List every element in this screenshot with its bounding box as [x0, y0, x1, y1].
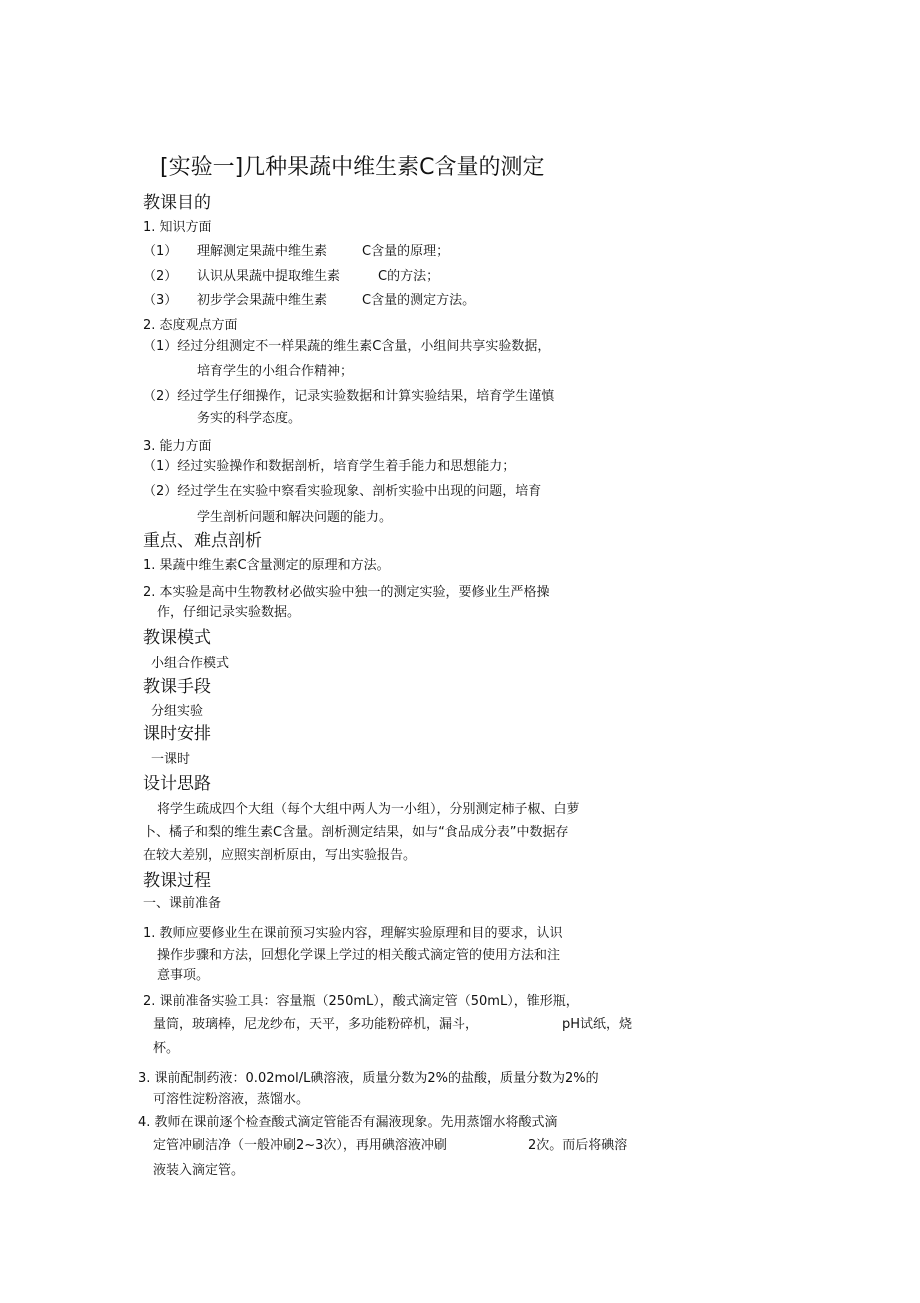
paragraph-line: 1. 果蔬中维生素C含量测定的原理和方法。: [143, 558, 390, 573]
paragraph-line: 液装入滴定管。: [153, 1163, 245, 1178]
paragraph-line: 学生剖析问题和解决问题的能力。: [197, 510, 393, 525]
paragraph-line: 2. 本实验是高中生物教材必做实验中独一的测定实验，要修业生严格操: [143, 585, 550, 600]
page-title: [实验一]几种果蔬中维生素C含量的测定: [160, 155, 545, 180]
subheading-ability: 3. 能力方面: [143, 439, 212, 454]
subheading-preparation: 一、课前准备: [143, 896, 222, 911]
paragraph-line: 小组合作模式: [151, 656, 230, 671]
heading-teaching-mode: 教课模式: [143, 628, 211, 648]
paragraph-line: 2. 课前准备实验工具：容量瓶（250mL），酸式滴定管（50mL），锥形瓶，: [143, 994, 579, 1009]
paragraph-line: 分组实验: [151, 704, 204, 719]
subheading-attitude: 2. 态度观点方面: [143, 318, 238, 333]
subheading-knowledge: 1. 知识方面: [143, 220, 212, 235]
paragraph-line: 务实的科学态度。: [197, 411, 302, 426]
heading-key-points: 重点、难点剖析: [143, 531, 262, 551]
item-text: C的方法；: [378, 269, 440, 284]
paragraph-line: 量筒，玻璃棒，尼龙纱布，天平，多功能粉碎机，漏斗，: [153, 1017, 479, 1032]
heading-teaching-goals: 教课目的: [143, 193, 211, 213]
paragraph-line: 意事项。: [157, 968, 210, 983]
paragraph-line: 定管冲刷洁净（一般冲刷2~3次），再用碘溶液冲刷: [153, 1138, 447, 1153]
paragraph-line: 将学生疏成四个大组（每个大组中两人为一小组），分别测定柿子椒、白萝: [157, 802, 580, 817]
paragraph-line: 可溶性淀粉溶液，蒸馏水。: [153, 1092, 310, 1107]
paragraph-line: 培育学生的小组合作精神；: [197, 364, 354, 379]
paragraph-line: （2）经过学生仔细操作，记录实验数据和计算实验结果，培育学生谨慎: [143, 389, 555, 404]
item-text: 认识从果蔬中提取维生素: [197, 269, 341, 284]
heading-teaching-means: 教课手段: [143, 677, 211, 697]
item-text: C含量的原理；: [362, 244, 450, 259]
paragraph-line: （1）经过分组测定不一样果蔬的维生素C含量，小组间共享实验数据，: [143, 339, 551, 354]
paragraph-line: 3. 课前配制药液：0.02mol/L碘溶液，质量分数为2%的盐酸，质量分数为2%的: [138, 1071, 599, 1086]
item-number: （3）: [143, 293, 178, 308]
paragraph-line: 杯。: [153, 1041, 180, 1056]
paragraph-line: 作，仔细记录实验数据。: [157, 605, 301, 620]
item-text: 初步学会果蔬中维生素: [197, 293, 328, 308]
paragraph-line: （1）经过实验操作和数据剖析，培育学生着手能力和思想能力；: [143, 459, 516, 474]
heading-process: 教课过程: [143, 871, 211, 891]
paragraph-line: pH试纸，烧: [562, 1017, 633, 1032]
paragraph-line: 一课时: [151, 752, 191, 767]
paragraph-line: 2次。而后将碘溶: [528, 1138, 628, 1153]
paragraph-line: 4. 教师在课前逐个检查酸式滴定管能否有漏液现象。先用蒸馏水将酸式滴: [138, 1115, 558, 1130]
heading-design: 设计思路: [143, 774, 211, 794]
paragraph-line: 1. 教师应要修业生在课前预习实验内容，理解实验原理和目的要求，认识: [143, 926, 563, 941]
paragraph-line: （2）经过学生在实验中察看实验现象、剖析实验中出现的问题，培育: [143, 484, 542, 499]
heading-schedule: 课时安排: [143, 724, 211, 744]
item-text: C含量的测定方法。: [362, 293, 476, 308]
item-text: 理解测定果蔬中维生素: [197, 244, 328, 259]
item-number: （1）: [143, 244, 178, 259]
item-number: （2）: [143, 269, 178, 284]
paragraph-line: 操作步骤和方法，回想化学课上学过的相关酸式滴定管的使用方法和注: [157, 948, 561, 963]
paragraph-line: 卜、橘子和梨的维生素C含量。剖析测定结果，如与“食品成分表”中数据存: [143, 825, 569, 840]
paragraph-line: 在较大差别，应照实剖析原由，写出实验报告。: [143, 848, 417, 863]
